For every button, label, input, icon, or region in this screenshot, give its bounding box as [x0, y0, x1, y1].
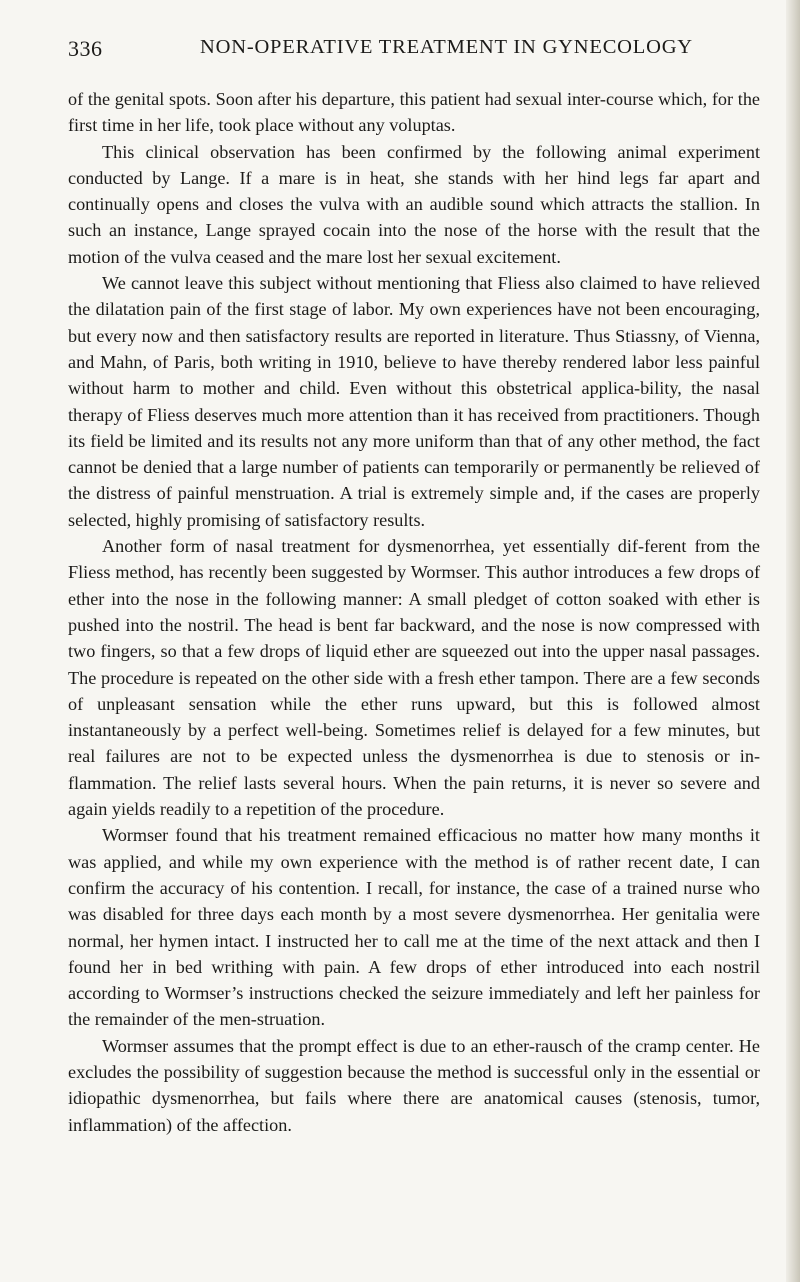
paragraph-wormser-method: Another form of nasal treatment for dysmenorrhea, yet essentially dif-ferent from the Fliess method, has recently been suggested by Wormser. This author introduces a few drops of ether into the nose in the following manner: A small pledget of cotton soaked with ether is pushed into the nostril. The head is bent far backward, and the nose is now compressed with two fingers, so that a few drops of liquid ether are squeezed out into the upper nasal passages. The procedure is repeated on the other side with a fresh ether tampon. There are a few seconds of unpleasant sensation while the ether runs upward, but this is followed almost instantaneously by a perfect well-being. Sometimes relief is delayed for a few minutes, but real failures are not to be expected unless the dysmenorrhea is due to stenosis or in-flammation. The relief lasts several hours. When the pain returns, it is never so severe and again yields readily to a repetition of the procedure. [68, 536, 760, 820]
running-title: NON-OPERATIVE TREATMENT IN GYNECOLOGY [200, 36, 693, 58]
paragraph-continuation: of the genital spots. Soon after his departure, this patient had sexual inter-course which, for the first time in her life, took place without any voluptas. [68, 89, 760, 136]
running-head [68, 36, 748, 66]
body-text [68, 86, 760, 1138]
paragraph-lange-experiment: This clinical observation has been confirmed by the following animal experiment conducted by Lange. If a mare is in heat, she stands with her hind legs far apart and continually opens and closes the vulva with an audible sound which attracts the stallion. In such an instance, Lange sprayed cocain into the nose of the horse with the result that the motion of the vulva ceased and the mare lost her sexual excitement. [68, 141, 760, 267]
paragraph-fliess-labor: We cannot leave this subject without mentioning that Fliess also claimed to have relieved the dilatation pain of the first stage of labor. My own experiences have not been encouraging, but every now and then satisfactory results are reported in literature. Thus Stiassny, of Vienna, and Mahn, of Paris, both writing in 1910, believe to have thereby rendered labor less painful without harm to mother and child. Even without this obstetrical applica-bility, the nasal therapy of Fliess deserves much more attention than it has received from practitioners. Though its field be limited and its results not any more uniform than that of any other method, the fact cannot be denied that a large number of patients can temporarily or permanently be relieved of the distress of painful menstruation. A trial is extremely simple and, if the cases are properly selected, highly promising of satisfactory results. [68, 273, 760, 530]
page-number: 336 [68, 36, 103, 61]
page-edge-shadow [786, 0, 800, 1282]
paragraph-wormser-theory: Wormser assumes that the prompt effect is due to an ether-rausch of the cramp center. He excludes the possibility of suggestion because the method is successful only in the essential or idiopathic dysmenorrhea, but fails where there are anatomical causes (stenosis, tumor, inflammation) of the affection. [68, 1035, 760, 1135]
paragraph-wormser-case: Wormser found that his treatment remained efficacious no matter how many months it was applied, and while my own experience with the method is of rather recent date, I can confirm the accuracy of his contention. I recall, for instance, the case of a trained nurse who was disabled for three days each month by a most severe dysmenorrhea. Her genitalia were normal, her hymen intact. I instructed her to call me at the time of the next attack and then I found her in bed writhing with pain. A few drops of ether introduced into each nostril according to Wormser’s instructions checked the seizure immediately and left her painless for the remainder of the men-struation. [68, 825, 760, 1030]
